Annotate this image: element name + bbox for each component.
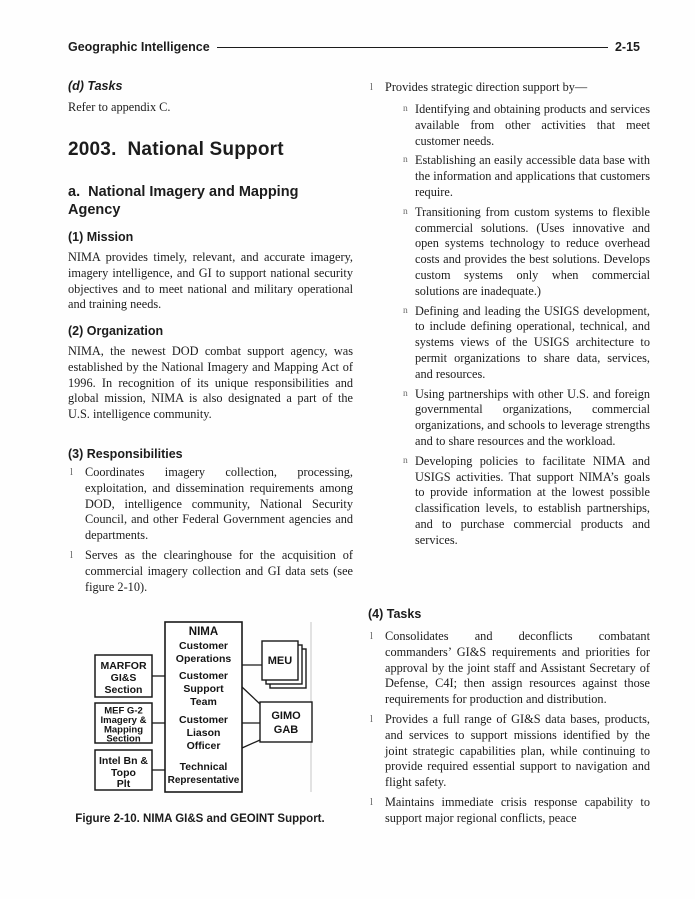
- svg-text:Representative: Representative: [167, 775, 240, 786]
- strategic-direction-sub-list: [368, 102, 650, 553]
- figure-caption: Figure 2-10. NIMA GI&S and GEOINT Support.: [75, 813, 325, 825]
- list-item-text: Transitioning from custom systems to flexible commercial solutions. (Uses innovative and open systems technology to reduce overhead costs and provides the best solutions. Develops custom systems only when commercial solutions are inadequate.): [415, 204, 650, 298]
- tasks-4-list: [368, 629, 650, 831]
- svg-text:Mapping: Mapping: [103, 724, 144, 736]
- list-item-text: Using partnerships with other U.S. and foreign governmental organizations, commercial organizations, and schools to leverage strengths and to share resources and the workload.: [415, 386, 650, 448]
- page-number: 2-15: [614, 40, 640, 54]
- bullet-icon: l: [70, 549, 73, 561]
- agency-heading: a. National Imagery and Mapping Agency: [68, 184, 299, 218]
- list-item-text: Establishing an easily accessible data base with the information and applications that customers require.: [415, 153, 650, 199]
- svg-text:Team: Team: [190, 696, 217, 708]
- list-item: [68, 465, 353, 544]
- sub-bullet-icon: n: [403, 305, 408, 316]
- nima-customer-operations-box: [165, 622, 242, 792]
- svg-text:Intel Bn &: Intel Bn &: [99, 755, 148, 767]
- page-header: [68, 40, 640, 54]
- list-item: [68, 548, 353, 595]
- list-item: [368, 80, 650, 96]
- list-item-text: Maintains immediate crisis response capability to support major regional conflicts, peace: [385, 794, 650, 825]
- svg-text:GAB: GAB: [273, 724, 299, 736]
- svg-text:Imagery &: Imagery &: [100, 715, 147, 726]
- responsibilities-heading: (3) Responsibilities: [68, 447, 183, 461]
- list-item: [368, 629, 650, 708]
- svg-text:GI&S: GI&S: [110, 672, 137, 684]
- sub-bullet-icon: n: [403, 206, 408, 217]
- svg-text:MEF G-2: MEF G-2: [104, 705, 143, 717]
- meu-label: MEU: [267, 655, 293, 667]
- list-item: [368, 205, 650, 300]
- list-item: [368, 304, 650, 383]
- svg-text:Plt: Plt: [116, 778, 131, 790]
- svg-text:Liason: Liason: [186, 727, 221, 739]
- svg-text:Customer: Customer: [178, 714, 229, 726]
- responsibilities-list: [68, 465, 353, 599]
- list-item: [368, 712, 650, 791]
- list-item: [368, 454, 650, 549]
- svg-text:Customer: Customer: [178, 640, 229, 652]
- tasks-d-heading: (d) Tasks: [68, 79, 123, 93]
- svg-text:Support: Support: [183, 683, 224, 695]
- bullet-icon: l: [370, 713, 373, 725]
- section-2003-heading: 2003. National Support: [68, 139, 284, 160]
- header-rule: [217, 47, 608, 48]
- list-item-text: Provides a full range of GI&S data bases, products, and services to support missions identified by the joint strategic capabilities plan, while continuing to provide required essential support to navigation and flight safety.: [385, 711, 650, 790]
- list-item: [368, 795, 650, 827]
- sub-bullet-icon: n: [403, 388, 408, 399]
- gimo-gab-box: [260, 702, 312, 742]
- mission-heading: (1) Mission: [68, 230, 134, 244]
- mef-g2-imagery-mapping-box: [95, 703, 152, 745]
- svg-text:GIMO: GIMO: [271, 710, 301, 722]
- sub-bullet-icon: n: [403, 104, 408, 114]
- meu-stacked-box: [262, 641, 306, 688]
- list-item: [368, 102, 650, 149]
- list-item-text: Consolidates and deconflicts combatant commanders’ GI&S requirements and priorities for approval by the joint staff and Assistant Secretary of Defense, C4I; then assign resources against those requirements for production and distribution.: [385, 629, 650, 707]
- list-item: [368, 153, 650, 200]
- bullet-icon: l: [370, 82, 373, 93]
- list-item-text: Developing policies to facilitate NIMA and USIGS activities. That support NIMA’s goals to provide information at the lowest possible classification levels, to establish partnerships, and to purchase commercial products and services.: [415, 453, 650, 547]
- svg-text:NIMA: NIMA: [188, 626, 219, 638]
- svg-text:Officer: Officer: [186, 740, 221, 752]
- strategic-direction-list: [368, 80, 650, 100]
- svg-text:Operations: Operations: [175, 653, 232, 665]
- organization-heading: (2) Organization: [68, 324, 164, 338]
- list-item-text: Coordinates imagery collection, processing, exploitation, and dissemination requirements among DOD, intelligence community, National Security Council, and other Federal Government agencies and departments.: [85, 465, 353, 543]
- bullet-icon: l: [370, 631, 373, 642]
- bullet-icon: l: [70, 467, 73, 478]
- tasks-4-heading: (4) Tasks: [368, 607, 422, 621]
- list-item-text: Serves as the clearinghouse for the acquisition of commercial imagery collection and GI data sets (see figure 2-10).: [85, 547, 353, 594]
- sub-bullet-icon: n: [403, 455, 408, 466]
- svg-text:Topo: Topo: [111, 767, 136, 779]
- svg-text:Technical: Technical: [179, 761, 228, 773]
- svg-text:MARFOR: MARFOR: [100, 660, 147, 672]
- svg-text:Section: Section: [104, 684, 143, 696]
- bullet-icon: l: [370, 796, 373, 808]
- tasks-d-body: Refer to appendix C.: [68, 100, 171, 114]
- svg-text:Customer: Customer: [178, 670, 229, 682]
- list-item: [368, 387, 650, 450]
- nima-figure: [60, 618, 350, 813]
- intel-bn-topo-plt-box: [95, 750, 152, 790]
- marfor-gis-section-box: [95, 655, 152, 697]
- list-item-text: Provides strategic direction support by—: [385, 80, 588, 94]
- sub-bullet-icon: n: [403, 155, 408, 166]
- svg-text:Section: Section: [106, 733, 141, 745]
- mission-paragraph: NIMA provides timely, relevant, and accurate imagery, imagery intelligence, and GI to support national security objectives and to meet national and military operational and training needs.: [68, 250, 353, 312]
- organization-paragraph: NIMA, the newest DOD combat support agency, was established by the National Imagery and Mapping Act of 1996. In recognition of its unique responsibilities and global mission, NIMA is also designated a part of the U.S. intelligence community.: [68, 344, 353, 422]
- list-item-text: Defining and leading the USIGS development, to include defining operational, technical, and systems views of the USIGS architecture to permit organizations to share data, services, and resources.: [415, 303, 650, 381]
- header-title: Geographic Intelligence: [68, 40, 210, 54]
- list-item-text: Identifying and obtaining products and services available from other activities that meet customer needs.: [415, 102, 650, 148]
